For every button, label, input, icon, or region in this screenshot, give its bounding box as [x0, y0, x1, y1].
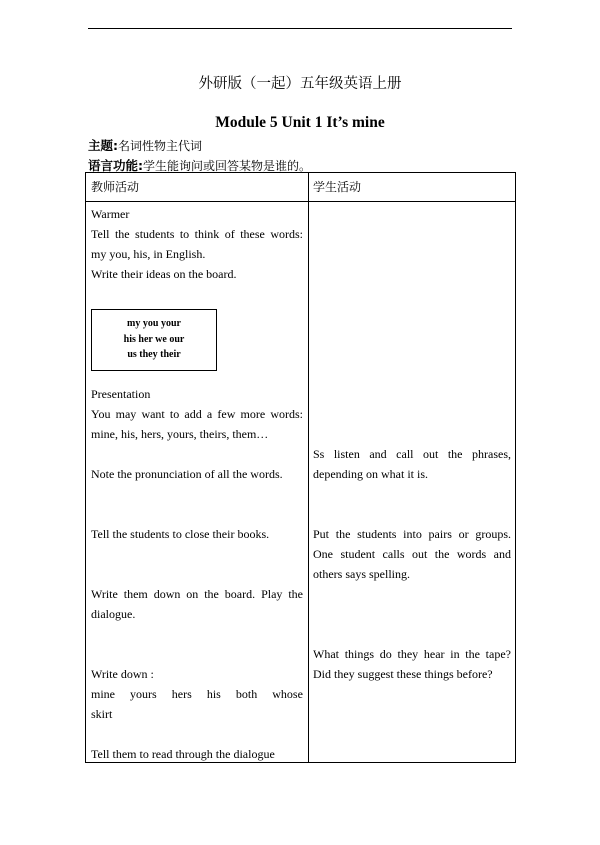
word-item: both: [235, 687, 258, 701]
document-title: 外研版（一起）五年级英语上册: [198, 76, 402, 92]
skirt-word: skirt: [91, 707, 113, 721]
student-activity-header: 学生活动: [313, 180, 362, 194]
close-books-line: Tell the students to close their books.: [91, 527, 270, 541]
function-value: 学生能询问或回答某物是谁的。: [143, 159, 312, 173]
word-item: whose: [272, 687, 303, 701]
teacher-write-block: [91, 584, 303, 624]
theme-value: 名词性物主代词: [118, 139, 203, 153]
write-down-line: Write down :: [91, 667, 154, 681]
add-line-2: mine, his, hers, yours, theirs, them…: [91, 427, 269, 441]
word-item: his: [206, 687, 221, 701]
column-divider: [308, 173, 309, 762]
student-tape-block: [313, 644, 511, 684]
tell-line-2: my you, his, in English.: [91, 247, 206, 261]
pairs-line-2: One student calls out the words and: [313, 547, 511, 561]
write-ideas-line: Write their ideas on the board.: [91, 267, 237, 281]
listen-line-1: Ss listen and call out the phrases,: [313, 447, 511, 461]
teacher-writedown-block: [91, 664, 303, 724]
theme-label: 主题:: [88, 138, 118, 153]
theme-line: [88, 136, 202, 154]
word-item: yours: [130, 687, 157, 701]
word-item: mine: [91, 687, 115, 701]
teacher-warmer-block: [91, 204, 303, 284]
presentation-heading: Presentation: [91, 387, 151, 401]
warmer-heading: Warmer: [91, 207, 130, 221]
function-label: 语言功能:: [88, 158, 143, 173]
activity-table: [85, 172, 516, 763]
note-line: Note the pronunciation of all the words.: [91, 467, 283, 481]
add-line-1: You may want to add a few more words:: [91, 407, 303, 421]
pairs-line-1: Put the students into pairs or groups.: [313, 527, 511, 541]
lesson-title: Module 5 Unit 1 It’s mine: [215, 114, 385, 131]
top-rule: [88, 28, 512, 29]
pronoun-box-line: my you your: [127, 318, 181, 329]
teacher-activity-header: 教师活动: [91, 180, 140, 194]
pronoun-box-line: his her we our: [123, 333, 185, 345]
write-line-1: Write them down on the board. Play the: [91, 587, 303, 601]
tape-line-1: What things do they hear in the tape?: [313, 647, 511, 661]
read-dialogue-line: Tell them to read through the dialogue: [91, 747, 275, 761]
listen-line-2: depending on what it is.: [313, 467, 428, 481]
pronoun-box: [91, 309, 217, 371]
word-list: [91, 684, 303, 704]
write-line-2: dialogue.: [91, 607, 136, 621]
tell-line-1: Tell the students to think of these words:: [91, 227, 303, 241]
header-divider: [86, 201, 515, 202]
tape-line-2: Did they suggest these things before?: [313, 667, 493, 681]
word-item: hers: [171, 687, 192, 701]
student-listen-block: [313, 444, 511, 484]
pairs-line-3: others says spelling.: [313, 567, 410, 581]
student-pairs-block: [313, 524, 511, 584]
pronoun-box-line: us they their: [127, 349, 181, 360]
teacher-presentation-block: [91, 384, 303, 444]
